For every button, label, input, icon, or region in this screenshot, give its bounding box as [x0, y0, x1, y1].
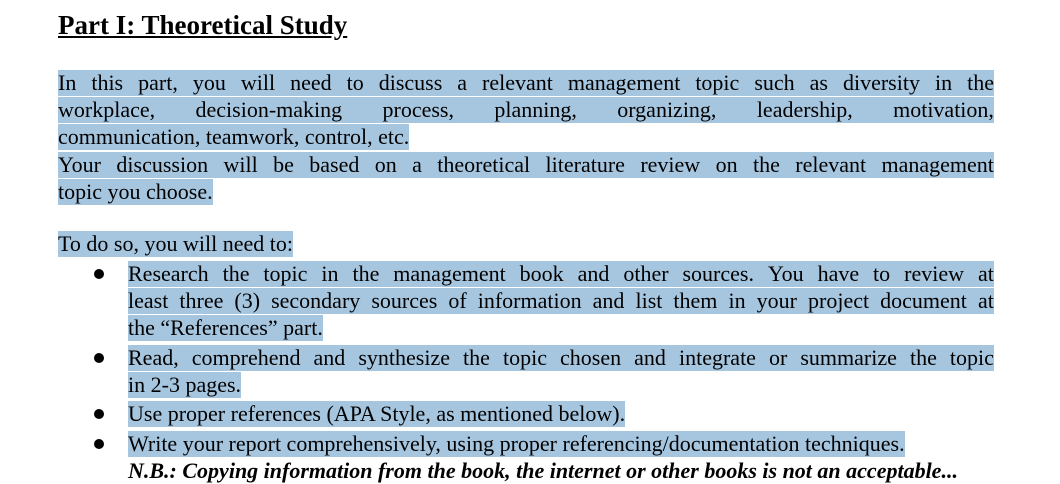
word: topic — [695, 70, 740, 95]
word: at — [977, 288, 994, 313]
word: list — [635, 288, 663, 313]
word: and — [634, 345, 666, 370]
word: as — [809, 70, 828, 95]
word: in — [934, 70, 953, 95]
word: part, — [138, 70, 178, 95]
word: the — [909, 345, 937, 370]
word: summarize — [800, 345, 897, 370]
word: synthesize — [358, 345, 450, 370]
word: information — [477, 288, 582, 313]
word: leadership, — [756, 97, 853, 122]
word: process, — [382, 97, 454, 122]
word: sources — [371, 288, 438, 313]
bullet-icon — [94, 353, 104, 363]
word: document — [880, 288, 967, 313]
word: management — [393, 261, 506, 286]
word: organizing, — [617, 97, 717, 122]
word: planning, — [494, 97, 577, 122]
bullet-2-line-2: in 2-3 pages. — [128, 372, 242, 397]
word: least — [128, 288, 169, 313]
word: workplace, — [58, 97, 156, 122]
bullet-icon — [94, 269, 104, 279]
bullet-1-line-1 — [128, 261, 994, 287]
bullet-4: Write your report comprehensively, using proper referencing/documentation techniques. — [128, 431, 905, 456]
word: of — [448, 288, 467, 313]
word: Your — [58, 152, 102, 177]
bullet-1-line-2 — [128, 288, 994, 314]
word: the — [967, 70, 994, 95]
section-title: Part I: Theoretical Study — [58, 10, 348, 40]
word: diversity — [842, 70, 920, 95]
todo-heading: To do so, you will need to: — [58, 231, 293, 256]
word: will — [240, 70, 276, 95]
word: book — [519, 261, 564, 286]
word: secondary — [271, 288, 361, 313]
word: the — [222, 261, 250, 286]
word: and — [313, 345, 346, 370]
word: the — [752, 152, 780, 177]
word: management — [567, 70, 681, 95]
word: the — [463, 345, 490, 370]
word: at — [977, 261, 994, 286]
word: a — [412, 152, 422, 177]
word: management — [881, 152, 994, 177]
word: in — [321, 261, 339, 286]
word: review — [904, 261, 964, 286]
word: have — [817, 261, 860, 286]
word: In — [58, 70, 77, 95]
word: theoretical — [437, 152, 531, 177]
word: Read, — [128, 345, 179, 370]
word: in — [728, 288, 746, 313]
word: and — [592, 288, 625, 313]
word: your — [756, 288, 797, 313]
word: comprehend — [191, 345, 301, 370]
word: review — [640, 152, 701, 177]
word: topic — [263, 261, 308, 286]
word: them — [673, 288, 718, 313]
word: be — [273, 152, 294, 177]
bullet-2-line-1 — [128, 345, 994, 371]
word: (3) — [234, 288, 261, 313]
word: the — [352, 261, 380, 286]
word: on — [715, 152, 738, 177]
intro-line-1 — [58, 70, 994, 96]
intro-line-4 — [58, 152, 994, 178]
word: a — [457, 70, 468, 95]
word: literature — [545, 152, 625, 177]
word: or — [769, 345, 788, 370]
word: project — [808, 288, 870, 313]
intro-line-3: communication, teamwork, control, etc. — [58, 124, 410, 149]
word: decision-making — [195, 97, 343, 122]
word: relevant — [482, 70, 553, 95]
word: topic — [502, 345, 547, 370]
intro-line-5: topic you choose. — [58, 179, 213, 204]
word: three — [179, 288, 224, 313]
bullet-5-partial: N.B.: Copying information from the book, the internet or other books is not an acceptable... — [128, 458, 958, 483]
word: on — [374, 152, 397, 177]
word: need — [290, 70, 332, 95]
word: discuss — [378, 70, 443, 95]
word: sources. — [682, 261, 754, 286]
word: integrate — [678, 345, 756, 370]
word: you — [192, 70, 226, 95]
bullet-3: Use proper references (APA Style, as mentioned below). — [128, 401, 626, 426]
word: and — [577, 261, 610, 286]
word: motivation, — [893, 97, 994, 122]
bullet-1-line-3: the “References” part. — [128, 315, 323, 340]
word: to — [346, 70, 364, 95]
word: this — [91, 70, 124, 95]
word: to — [873, 261, 891, 286]
word: other — [623, 261, 669, 286]
bullet-icon — [94, 409, 104, 419]
word: You — [767, 261, 804, 286]
word: Research — [128, 261, 209, 286]
word: such — [754, 70, 795, 95]
word: chosen — [560, 345, 622, 370]
word: based — [309, 152, 360, 177]
word: relevant — [795, 152, 867, 177]
intro-line-2 — [58, 97, 994, 123]
word: discussion — [116, 152, 209, 177]
word: topic — [949, 345, 994, 370]
bullet-icon — [94, 439, 104, 449]
word: will — [223, 152, 258, 177]
